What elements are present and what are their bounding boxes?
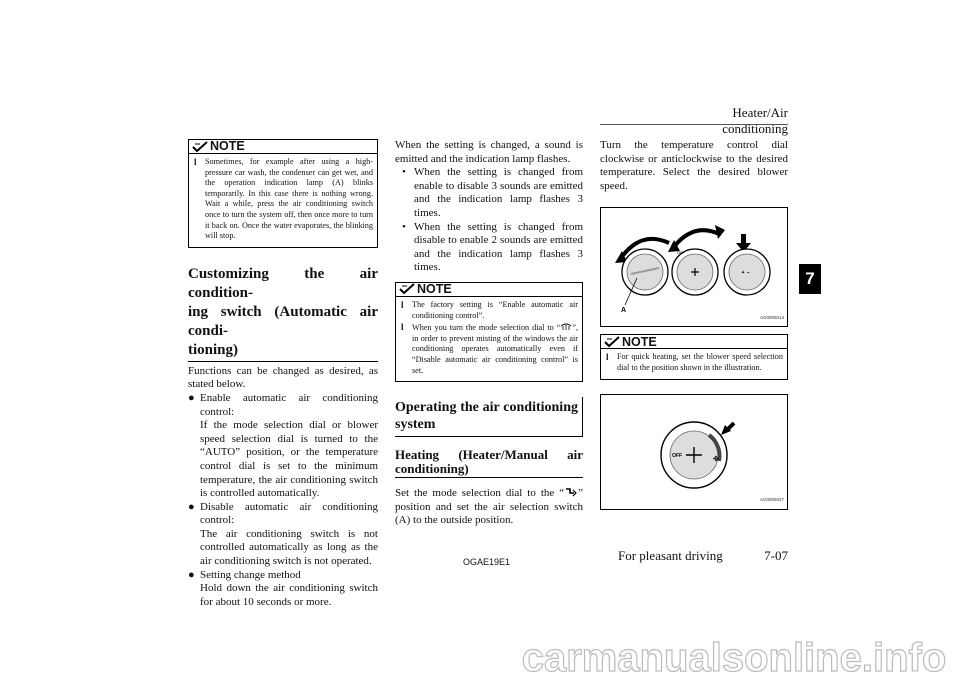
note-label: NOTE <box>210 139 245 154</box>
note-check-icon <box>192 141 208 153</box>
dash-text: When the setting is changed from enable to disable 3 sounds are emitted and the indication lamp flashes 3 times. <box>414 166 583 219</box>
header-rule <box>600 124 788 125</box>
foot-mode-icon <box>564 487 578 497</box>
svg-text:✤: ✤ <box>713 454 719 463</box>
note-header <box>601 335 787 349</box>
column-middle <box>395 139 583 528</box>
climate-dials-illustration <box>601 208 787 326</box>
section-heading-operating: Operating the air conditioning system <box>395 397 583 437</box>
note-item <box>400 300 578 321</box>
figure-code: AG0005014 <box>759 314 784 320</box>
heading-line: tioning) <box>188 341 378 362</box>
section-heading-customizing <box>188 265 378 362</box>
bullet-item <box>188 501 378 569</box>
bullet-icon: l <box>606 352 609 363</box>
callout-label-a: A <box>621 307 627 315</box>
figure-code: AG0005027 <box>759 496 784 502</box>
note-item <box>605 352 783 373</box>
dash-text: When the setting is changed from disable to enable 2 sounds are emitted and the indication lamp flashes 3 times. <box>414 220 583 274</box>
note-item-text: Sometimes, for example after using a high-pressure car wash, the condenser can get wet, and the operation indication lamp (A) blinks temporarily. In this case there is nothing wrong. Wait a while, press the air conditioning switch once to turn the system off, then once more to turn it back on. Once the water evaporates, the blinking will stop. <box>205 157 373 241</box>
bullet-icon: l <box>401 322 404 333</box>
watermark-logo <box>508 635 960 679</box>
paragraph <box>395 487 583 528</box>
note-item <box>193 157 373 242</box>
note-label: NOTE <box>417 282 452 297</box>
column-right <box>600 139 788 510</box>
dash-item <box>395 221 583 275</box>
bullet-icon: ● <box>188 568 195 581</box>
bullet-icon: ● <box>188 391 195 404</box>
defrost-mode-icon <box>560 322 572 331</box>
note-item-text: When you turn the mode selection dial to “ <box>412 323 561 333</box>
bullet-icon: l <box>194 157 197 167</box>
heading-word: air <box>567 447 583 463</box>
bullet-title: Setting change method <box>200 568 301 581</box>
heading-word: (Heater/Manual <box>458 447 548 463</box>
note-item <box>400 322 578 376</box>
page-header-title: Heater/Air conditioning <box>722 105 788 136</box>
note-label: NOTE <box>622 334 657 349</box>
note-header <box>189 140 377 154</box>
column-left <box>188 139 378 609</box>
heading-line: conditioning) <box>395 461 469 477</box>
paragraph: Turn the temperature control dial clockwise or anticlockwise to the desired temperature. Select the desired blower speed. <box>600 139 788 192</box>
bullet-text: The air conditioning switch is not controlled automatically as long as the air conditioning switch is not operated. <box>200 527 378 568</box>
note-check-icon <box>399 283 415 295</box>
figure-climate-dials <box>600 207 788 327</box>
subsection-heading-heating <box>395 448 583 478</box>
heading-word: Heating <box>395 447 440 463</box>
heading-line: ing switch (Automatic air condi- <box>188 303 378 339</box>
note-box-quick-heating <box>600 334 788 379</box>
footer-section: For pleasant driving <box>618 548 723 563</box>
note-box-condenser <box>188 139 378 248</box>
bullet-title: Disable automatic air conditioning control: <box>200 500 378 527</box>
note-item-text: The factory setting is “Enable automatic air conditioning control”. <box>412 299 578 320</box>
dash-marker: • <box>402 166 406 179</box>
note-item-text: ”, in order to prevent misting of the windows the air conditioning operates automatically even if “Disable automatic air conditioning control” is set. <box>412 323 578 375</box>
note-header <box>396 283 582 297</box>
heading-line: Customizing the air condition- <box>188 265 378 301</box>
bullet-title: Enable automatic air conditioning control: <box>200 391 378 418</box>
bullet-item <box>188 569 378 610</box>
watermark-text: carmanualsonline.info <box>521 636 947 679</box>
bullet-icon: ● <box>188 500 195 513</box>
bullet-text: If the mode selection dial or blower speed selection dial is turned to the “AUTO” position, or the temperature control dial is set to the minimum temperature, the air conditioning switch is controlled automatically. <box>200 419 378 500</box>
paragraph-text: ” position and set the air selection switch (A) to the outside position. <box>395 487 583 527</box>
dial-off-label: OFF <box>672 452 682 459</box>
paragraph: When the setting is changed, a sound is emitted and the indication lamp flashes. <box>395 139 583 165</box>
dash-item <box>395 166 583 220</box>
paragraph: Functions can be changed as desired, as stated below. <box>188 364 378 391</box>
footer-page-number: 7-07 <box>764 548 788 563</box>
dash-marker: • <box>402 220 406 233</box>
footer-code: OGAE19E1 <box>463 557 511 567</box>
dial-off-label: OFF <box>677 250 685 256</box>
blower-dial-illustration <box>601 395 787 509</box>
paragraph-text: Set the mode selection dial to the “ <box>395 487 565 500</box>
bullet-icon: l <box>401 299 404 310</box>
chapter-tab: 7 <box>799 264 821 294</box>
bullet-text: Hold down the air conditioning switch for about 10 seconds or more. <box>200 582 378 608</box>
note-box-factory-setting <box>395 282 583 382</box>
svg-text:✦ ⌁: ✦ ⌁ <box>741 270 750 277</box>
figure-blower-dial <box>600 394 788 510</box>
note-item-text: For quick heating, set the blower speed selection dial to the position shown in the illustration. <box>617 352 783 372</box>
bullet-item <box>188 392 378 501</box>
note-check-icon <box>604 336 620 348</box>
